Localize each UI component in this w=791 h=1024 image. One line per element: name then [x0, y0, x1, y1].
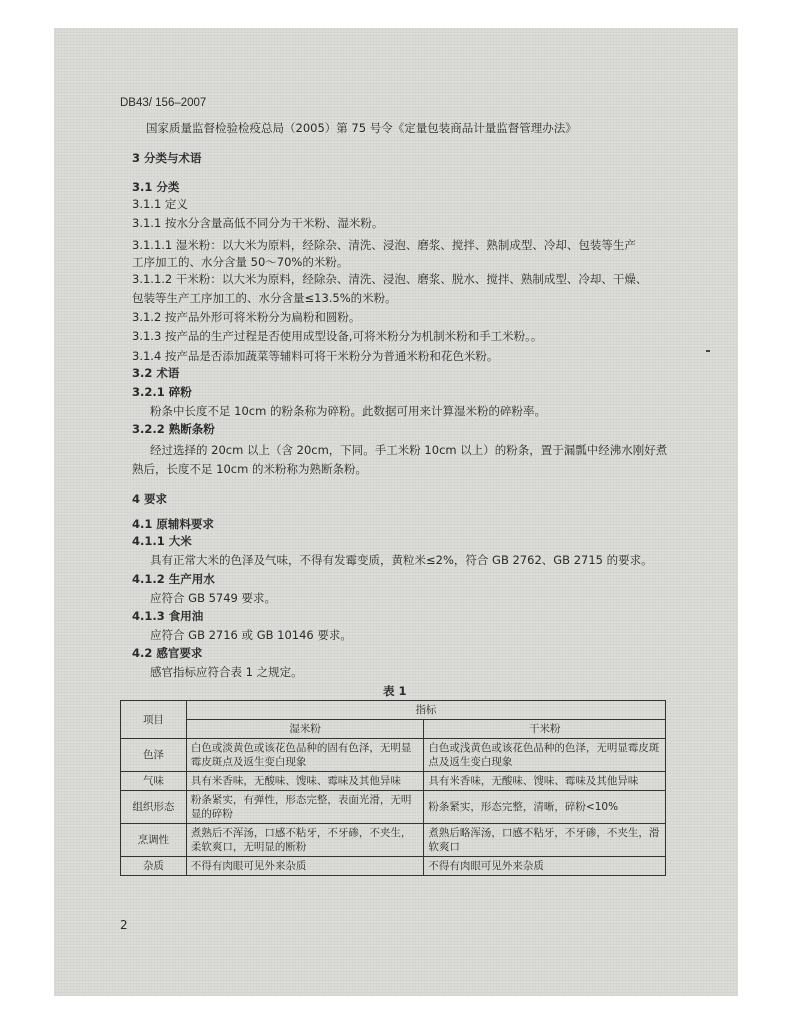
row-item: 色泽: [121, 739, 187, 772]
para-3-1-1-2a: 3.1.1.2 干米粉：以大米为原料，经除杂、清洗、浸泡、磨浆、脱水、搅拌、熟制成型、冷却、干燥、: [132, 272, 648, 286]
row-item: 气味: [121, 772, 187, 791]
heading-4-1-1: 4.1.1 大米: [132, 534, 192, 548]
row-wet: 粉条紧实，有弹性，形态完整，表面光滑，无明显的碎粉: [186, 791, 424, 824]
row-wet: 白色或淡黄色或该花色品种的固有色泽，无明显霉皮斑点及返生变白现象: [186, 739, 424, 772]
para-3-1-1: 3.1.1 按水分含量高低不同分为干米粉、湿米粉。: [132, 216, 384, 230]
heading-4-1-3: 4.1.3 食用油: [132, 609, 204, 623]
para-4-2: 感官指标应符合表 1 之规定。: [150, 665, 303, 679]
para-4-1-1: 具有正常大米的色泽及气味，不得有发霉变质，黄粒米≤2%，符合 GB 2762、GB 2715 的要求。: [150, 553, 653, 567]
table-row: [121, 857, 666, 876]
para-3-1-1-2b: 包装等生产工序加工的、水分含量≤13.5%的米粉。: [132, 291, 397, 305]
para-3-1-1-1b: 工序加工的、水分含量 50～70%的米粉。: [132, 255, 349, 269]
row-item: 杂质: [121, 857, 187, 876]
table-row: [121, 791, 666, 824]
heading-4-2: 4.2 感官要求: [132, 646, 203, 660]
para-3-2-1: 粉条中长度不足 10cm 的粉条称为碎粉。此数据可用来计算湿米粉的碎粉率。: [150, 404, 546, 418]
para-3-1-3: 3.1.3 按产品的生产过程是否使用成型设备,可将米粉分为机制米粉和手工米粉。。: [132, 329, 543, 343]
row-item: 烹调性: [121, 824, 187, 857]
para-4-1-2: 应符合 GB 5749 要求。: [150, 591, 277, 605]
heading-3-2-1: 3.2.1 碎粉: [132, 385, 192, 399]
table-row: [121, 824, 666, 857]
header-item: 项目: [121, 701, 187, 739]
row-dry: 具有米香味，无酸味、馊味、霉味及其他异味: [424, 772, 666, 791]
row-dry: 粉条紧实，形态完整，清晰，碎粉<10%: [424, 791, 666, 824]
heading-3-2-2: 3.2.2 熟断条粉: [132, 422, 215, 436]
doc-code: DB43/ 156–2007: [120, 97, 207, 109]
table-row: [121, 772, 666, 791]
scan-mark: [706, 350, 710, 352]
para-3-1-4: 3.1.4 按产品是否添加蔬菜等辅料可将干米粉分为普通米粉和花色米粉。: [132, 349, 499, 363]
para-3-2-2a: 经过选择的 20cm 以上（含 20cm，下同。手工米粉 10cm 以上）的粉条，置于漏瓢中经沸水刚好煮: [150, 443, 668, 457]
para-3-1-1-1a: 3.1.1.1 湿米粉：以大米为原料，经除杂、清洗、浸泡、磨浆、搅拌、熟制成型、冷却、包装等生产: [132, 238, 636, 252]
heading-3-2: 3.2 术语: [132, 366, 180, 380]
heading-3: 3 分类与术语: [132, 151, 202, 165]
para-3-1-2: 3.1.2 按产品外形可将米粉分为扁粉和圆粉。: [132, 310, 361, 324]
heading-3-1: 3.1 分类: [132, 180, 180, 194]
heading-4-1: 4.1 原辅料要求: [132, 517, 214, 531]
page-number: 2: [120, 918, 128, 932]
row-wet: 煮熟后不浑汤，口感不粘牙，不牙碜，不夹生，柔软爽口，无明显的断粉: [186, 824, 424, 857]
header-dry: 干米粉: [424, 720, 666, 739]
para-4-1-3: 应符合 GB 2716 或 GB 10146 要求。: [150, 628, 352, 642]
table-subheader-row: [121, 720, 666, 739]
heading-4: 4 要求: [132, 492, 168, 506]
heading-3-1-1: 3.1.1 定义: [132, 197, 188, 211]
row-dry: 煮熟后略浑汤，口感不粘牙，不牙碜，不夹生，滑软爽口: [424, 824, 666, 857]
row-dry: 白色或浅黄色或该花色品种的色泽，无明显霉皮斑点及返生变白现象: [424, 739, 666, 772]
table-row: [121, 739, 666, 772]
sensory-table: [120, 700, 666, 876]
header-index: 指标: [186, 701, 665, 720]
heading-4-1-2: 4.1.2 生产用水: [132, 572, 215, 586]
para-3-2-2b: 熟后，长度不足 10cm 的米粉称为熟断条粉。: [132, 462, 367, 476]
table-header-row: [121, 701, 666, 720]
row-item: 组织形态: [121, 791, 187, 824]
reference-line: 国家质量监督检验检疫总局（2005）第 75 号令《定量包装商品计量监督管理办法》: [146, 121, 577, 135]
row-dry: 不得有肉眼可见外来杂质: [424, 857, 666, 876]
row-wet: 不得有肉眼可见外来杂质: [186, 857, 424, 876]
header-wet: 湿米粉: [186, 720, 424, 739]
row-wet: 具有米香味，无酸味、馊味、霉味及其他异味: [186, 772, 424, 791]
table-caption: 表 1: [383, 684, 407, 698]
